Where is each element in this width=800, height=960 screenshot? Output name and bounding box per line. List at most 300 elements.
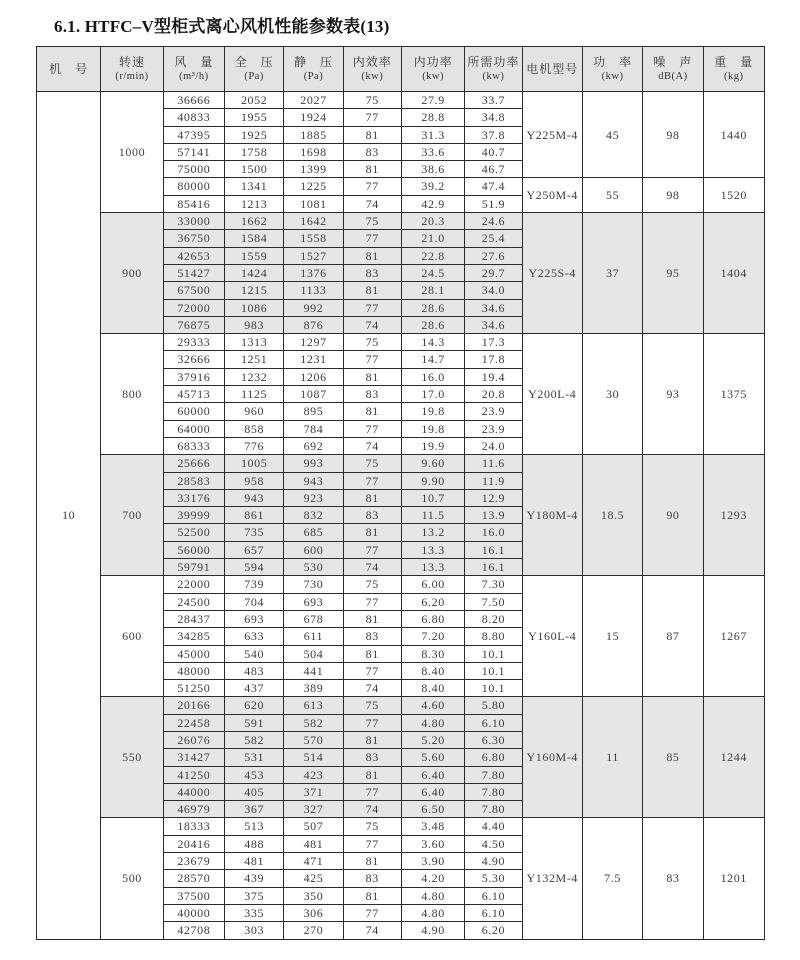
cell-required-power: 11.6 [465, 455, 522, 472]
cell-internal-efficiency: 81 [343, 403, 401, 420]
cell-static-pressure: 441 [284, 662, 343, 679]
cell-static-pressure: 923 [284, 489, 343, 506]
cell-air-volume: 23679 [163, 853, 224, 870]
cell-required-power: 4.40 [465, 818, 522, 835]
cell-static-pressure: 507 [284, 818, 343, 835]
cell-required-power: 51.9 [465, 195, 522, 212]
cell-required-power: 34.0 [465, 282, 522, 299]
cell-static-pressure: 730 [284, 576, 343, 593]
cell-internal-power: 14.7 [401, 351, 464, 368]
cell-total-pressure: 958 [225, 472, 284, 489]
cell-motor-model: Y225S-4 [522, 213, 582, 334]
cell-internal-power: 3.60 [401, 835, 464, 852]
cell-air-volume: 25666 [163, 455, 224, 472]
cell-required-power: 8.80 [465, 628, 522, 645]
cell-internal-power: 6.40 [401, 783, 464, 800]
cell-static-pressure: 678 [284, 610, 343, 627]
cell-air-volume: 59791 [163, 559, 224, 576]
table-row [37, 818, 765, 835]
cell-air-volume: 40000 [163, 904, 224, 921]
cell-internal-efficiency: 81 [343, 524, 401, 541]
cell-internal-power: 4.80 [401, 904, 464, 921]
cell-required-power: 5.30 [465, 870, 522, 887]
cell-air-volume: 34285 [163, 628, 224, 645]
cell-required-power: 34.8 [465, 109, 522, 126]
cell-total-pressure: 861 [225, 507, 284, 524]
table-row [37, 213, 765, 230]
cell-required-power: 7.80 [465, 766, 522, 783]
cell-internal-power: 28.6 [401, 299, 464, 316]
cell-total-pressure: 453 [225, 766, 284, 783]
cell-air-volume: 36666 [163, 92, 224, 109]
cell-machine-no: 10 [37, 92, 101, 940]
cell-static-pressure: 1885 [284, 126, 343, 143]
cell-total-pressure: 2052 [225, 92, 284, 109]
cell-required-power: 7.50 [465, 593, 522, 610]
cell-internal-efficiency: 77 [343, 299, 401, 316]
cell-air-volume: 20416 [163, 835, 224, 852]
cell-total-pressure: 437 [225, 680, 284, 697]
cell-total-pressure: 633 [225, 628, 284, 645]
cell-air-volume: 68333 [163, 437, 224, 454]
cell-static-pressure: 1558 [284, 230, 343, 247]
cell-air-volume: 18333 [163, 818, 224, 835]
cell-internal-power: 9.60 [401, 455, 464, 472]
cell-internal-efficiency: 83 [343, 870, 401, 887]
cell-noise: 83 [643, 818, 703, 939]
cell-air-volume: 36750 [163, 230, 224, 247]
col-header-internal-power [401, 47, 464, 92]
cell-air-volume: 47395 [163, 126, 224, 143]
cell-air-volume: 80000 [163, 178, 224, 195]
cell-internal-power: 13.3 [401, 541, 464, 558]
cell-static-pressure: 1376 [284, 264, 343, 281]
cell-total-pressure: 1500 [225, 161, 284, 178]
cell-internal-power: 28.6 [401, 316, 464, 333]
col-header-total-pressure [225, 47, 284, 92]
cell-required-power: 33.7 [465, 92, 522, 109]
cell-total-pressure: 335 [225, 904, 284, 921]
cell-total-pressure: 1215 [225, 282, 284, 299]
cell-air-volume: 20166 [163, 697, 224, 714]
cell-internal-efficiency: 77 [343, 541, 401, 558]
cell-motor-model: Y160M-4 [522, 697, 582, 818]
cell-internal-power: 8.40 [401, 662, 464, 679]
cell-internal-efficiency: 83 [343, 749, 401, 766]
cell-static-pressure: 1924 [284, 109, 343, 126]
cell-air-volume: 45000 [163, 645, 224, 662]
cell-internal-power: 22.8 [401, 247, 464, 264]
cell-static-pressure: 613 [284, 697, 343, 714]
cell-air-volume: 44000 [163, 783, 224, 800]
cell-required-power: 10.1 [465, 645, 522, 662]
cell-internal-efficiency: 75 [343, 92, 401, 109]
cell-total-pressure: 531 [225, 749, 284, 766]
cell-required-power: 7.80 [465, 801, 522, 818]
cell-static-pressure: 1225 [284, 178, 343, 195]
cell-internal-power: 21.0 [401, 230, 464, 247]
col-header-required-power [465, 47, 522, 92]
cell-air-volume: 33000 [163, 213, 224, 230]
col-header-unit: (kw) [601, 71, 624, 82]
cell-weight: 1440 [703, 92, 764, 178]
cell-required-power: 24.0 [465, 437, 522, 454]
cell-static-pressure: 832 [284, 507, 343, 524]
cell-static-pressure: 685 [284, 524, 343, 541]
col-header-label: 功 率 [593, 55, 633, 69]
header-row [37, 47, 765, 92]
cell-internal-power: 4.80 [401, 887, 464, 904]
cell-air-volume: 48000 [163, 662, 224, 679]
cell-static-pressure: 611 [284, 628, 343, 645]
cell-total-pressure: 1925 [225, 126, 284, 143]
col-header-unit: dB(A) [658, 71, 688, 82]
cell-internal-efficiency: 81 [343, 368, 401, 385]
cell-internal-efficiency: 75 [343, 213, 401, 230]
cell-internal-efficiency: 77 [343, 109, 401, 126]
cell-air-volume: 56000 [163, 541, 224, 558]
cell-static-pressure: 389 [284, 680, 343, 697]
cell-power: 30 [582, 334, 642, 455]
cell-air-volume: 67500 [163, 282, 224, 299]
cell-internal-power: 17.0 [401, 386, 464, 403]
cell-internal-power: 10.7 [401, 489, 464, 506]
cell-speed: 700 [101, 455, 163, 576]
cell-total-pressure: 620 [225, 697, 284, 714]
cell-internal-power: 27.9 [401, 92, 464, 109]
cell-internal-efficiency: 83 [343, 628, 401, 645]
cell-internal-efficiency: 77 [343, 230, 401, 247]
cell-internal-power: 20.3 [401, 213, 464, 230]
col-header-power [582, 47, 642, 92]
cell-power: 15 [582, 576, 642, 697]
cell-noise: 87 [643, 576, 703, 697]
cell-static-pressure: 1642 [284, 213, 343, 230]
cell-required-power: 13.9 [465, 507, 522, 524]
table-row [37, 697, 765, 714]
cell-required-power: 23.9 [465, 403, 522, 420]
cell-static-pressure: 692 [284, 437, 343, 454]
cell-internal-efficiency: 81 [343, 282, 401, 299]
cell-required-power: 19.4 [465, 368, 522, 385]
cell-total-pressure: 983 [225, 316, 284, 333]
cell-internal-power: 8.40 [401, 680, 464, 697]
col-header-label: 内效率 [352, 55, 392, 69]
cell-total-pressure: 375 [225, 887, 284, 904]
cell-internal-power: 6.50 [401, 801, 464, 818]
cell-internal-power: 19.9 [401, 437, 464, 454]
cell-internal-efficiency: 77 [343, 783, 401, 800]
cell-motor-model: Y132M-4 [522, 818, 582, 939]
cell-internal-efficiency: 77 [343, 351, 401, 368]
cell-internal-efficiency: 75 [343, 455, 401, 472]
col-header-static-pressure [284, 47, 343, 92]
cell-required-power: 6.30 [465, 731, 522, 748]
cell-static-pressure: 693 [284, 593, 343, 610]
cell-internal-efficiency: 83 [343, 386, 401, 403]
cell-static-pressure: 895 [284, 403, 343, 420]
cell-internal-power: 11.5 [401, 507, 464, 524]
cell-total-pressure: 582 [225, 731, 284, 748]
cell-static-pressure: 943 [284, 472, 343, 489]
cell-internal-power: 16.0 [401, 368, 464, 385]
cell-air-volume: 22458 [163, 714, 224, 731]
cell-required-power: 29.7 [465, 264, 522, 281]
cell-static-pressure: 876 [284, 316, 343, 333]
cell-total-pressure: 540 [225, 645, 284, 662]
cell-air-volume: 40833 [163, 109, 224, 126]
cell-noise: 93 [643, 334, 703, 455]
col-header-unit: (Pa) [303, 71, 324, 82]
cell-total-pressure: 303 [225, 922, 284, 939]
cell-total-pressure: 1559 [225, 247, 284, 264]
cell-internal-power: 4.20 [401, 870, 464, 887]
cell-static-pressure: 327 [284, 801, 343, 818]
cell-air-volume: 24500 [163, 593, 224, 610]
cell-required-power: 6.80 [465, 749, 522, 766]
cell-total-pressure: 1584 [225, 230, 284, 247]
cell-weight: 1267 [703, 576, 764, 697]
cell-total-pressure: 367 [225, 801, 284, 818]
cell-internal-efficiency: 77 [343, 420, 401, 437]
cell-required-power: 11.9 [465, 472, 522, 489]
cell-required-power: 12.9 [465, 489, 522, 506]
cell-static-pressure: 992 [284, 299, 343, 316]
cell-internal-power: 3.90 [401, 853, 464, 870]
cell-required-power: 25.4 [465, 230, 522, 247]
cell-total-pressure: 1758 [225, 143, 284, 160]
cell-required-power: 10.1 [465, 662, 522, 679]
cell-internal-efficiency: 83 [343, 507, 401, 524]
cell-static-pressure: 371 [284, 783, 343, 800]
cell-internal-efficiency: 77 [343, 835, 401, 852]
col-header-label: 电机型号 [526, 61, 579, 76]
cell-noise: 95 [643, 213, 703, 334]
cell-required-power: 7.30 [465, 576, 522, 593]
cell-required-power: 46.7 [465, 161, 522, 178]
cell-speed: 600 [101, 576, 163, 697]
col-header-label: 转速 [119, 55, 146, 69]
cell-air-volume: 42653 [163, 247, 224, 264]
cell-internal-power: 19.8 [401, 420, 464, 437]
cell-air-volume: 41250 [163, 766, 224, 783]
cell-total-pressure: 960 [225, 403, 284, 420]
cell-static-pressure: 1206 [284, 368, 343, 385]
cell-internal-efficiency: 81 [343, 645, 401, 662]
cell-static-pressure: 1081 [284, 195, 343, 212]
cell-internal-efficiency: 83 [343, 143, 401, 160]
col-header-internal-efficiency [343, 47, 401, 92]
col-header-unit: (kw) [361, 71, 384, 82]
col-header-unit: (r/min) [115, 71, 149, 82]
cell-static-pressure: 993 [284, 455, 343, 472]
cell-required-power: 34.6 [465, 316, 522, 333]
cell-weight: 1244 [703, 697, 764, 818]
cell-internal-power: 13.3 [401, 559, 464, 576]
cell-total-pressure: 735 [225, 524, 284, 541]
cell-static-pressure: 471 [284, 853, 343, 870]
cell-air-volume: 46979 [163, 801, 224, 818]
cell-internal-efficiency: 75 [343, 818, 401, 835]
col-header-label: 全 压 [234, 55, 274, 69]
cell-internal-power: 24.5 [401, 264, 464, 281]
cell-static-pressure: 504 [284, 645, 343, 662]
cell-required-power: 4.50 [465, 835, 522, 852]
cell-air-volume: 28583 [163, 472, 224, 489]
cell-internal-efficiency: 75 [343, 697, 401, 714]
cell-noise: 85 [643, 697, 703, 818]
cell-static-pressure: 582 [284, 714, 343, 731]
cell-internal-efficiency: 81 [343, 766, 401, 783]
col-header-unit: (Pa) [244, 71, 264, 82]
col-header-label: 风 量 [174, 55, 214, 69]
cell-total-pressure: 1341 [225, 178, 284, 195]
cell-required-power: 6.10 [465, 887, 522, 904]
table-row [37, 92, 765, 109]
cell-air-volume: 76875 [163, 316, 224, 333]
col-header-unit: (kw) [422, 71, 445, 82]
cell-motor-model: Y200L-4 [522, 334, 582, 455]
cell-required-power: 23.9 [465, 420, 522, 437]
cell-required-power: 7.80 [465, 783, 522, 800]
cell-motor-model: Y250M-4 [522, 178, 582, 213]
cell-internal-power: 31.3 [401, 126, 464, 143]
cell-internal-efficiency: 77 [343, 472, 401, 489]
cell-static-pressure: 306 [284, 904, 343, 921]
cell-static-pressure: 1698 [284, 143, 343, 160]
cell-internal-efficiency: 74 [343, 195, 401, 212]
cell-total-pressure: 943 [225, 489, 284, 506]
cell-internal-efficiency: 81 [343, 161, 401, 178]
table-row [37, 576, 765, 593]
cell-total-pressure: 1213 [225, 195, 284, 212]
cell-internal-efficiency: 75 [343, 576, 401, 593]
cell-static-pressure: 784 [284, 420, 343, 437]
cell-internal-power: 8.30 [401, 645, 464, 662]
cell-total-pressure: 858 [225, 420, 284, 437]
cell-total-pressure: 1955 [225, 109, 284, 126]
cell-noise: 90 [643, 455, 703, 576]
cell-internal-efficiency: 81 [343, 126, 401, 143]
col-header-label: 静 压 [293, 55, 333, 69]
cell-total-pressure: 693 [225, 610, 284, 627]
cell-speed: 550 [101, 697, 163, 818]
cell-motor-model: Y160L-4 [522, 576, 582, 697]
cell-internal-power: 9.90 [401, 472, 464, 489]
cell-internal-power: 38.6 [401, 161, 464, 178]
cell-internal-efficiency: 74 [343, 559, 401, 576]
cell-total-pressure: 1125 [225, 386, 284, 403]
cell-air-volume: 31427 [163, 749, 224, 766]
cell-total-pressure: 591 [225, 714, 284, 731]
table-header [37, 47, 765, 92]
cell-static-pressure: 1087 [284, 386, 343, 403]
col-header-label: 机 号 [49, 61, 89, 76]
cell-air-volume: 64000 [163, 420, 224, 437]
cell-static-pressure: 1231 [284, 351, 343, 368]
cell-internal-power: 4.60 [401, 697, 464, 714]
cell-air-volume: 75000 [163, 161, 224, 178]
cell-internal-efficiency: 83 [343, 264, 401, 281]
cell-total-pressure: 657 [225, 541, 284, 558]
cell-internal-efficiency: 77 [343, 662, 401, 679]
cell-total-pressure: 1232 [225, 368, 284, 385]
cell-power: 55 [582, 178, 642, 213]
col-header-speed [101, 47, 163, 92]
cell-required-power: 4.90 [465, 853, 522, 870]
cell-total-pressure: 1251 [225, 351, 284, 368]
cell-static-pressure: 481 [284, 835, 343, 852]
cell-air-volume: 28437 [163, 610, 224, 627]
cell-internal-power: 3.48 [401, 818, 464, 835]
col-header-machine-no [37, 47, 101, 92]
cell-speed: 800 [101, 334, 163, 455]
col-header-air-volume [163, 47, 224, 92]
col-header-label: 内功率 [413, 55, 453, 69]
cell-required-power: 37.8 [465, 126, 522, 143]
cell-air-volume: 45713 [163, 386, 224, 403]
cell-static-pressure: 514 [284, 749, 343, 766]
cell-static-pressure: 1133 [284, 282, 343, 299]
cell-total-pressure: 439 [225, 870, 284, 887]
cell-internal-efficiency: 75 [343, 334, 401, 351]
table-row [37, 455, 765, 472]
cell-air-volume: 32666 [163, 351, 224, 368]
cell-internal-power: 39.2 [401, 178, 464, 195]
col-header-unit: (m³/h) [179, 71, 209, 82]
cell-total-pressure: 1662 [225, 213, 284, 230]
cell-weight: 1201 [703, 818, 764, 939]
cell-power: 45 [582, 92, 642, 178]
cell-total-pressure: 739 [225, 576, 284, 593]
cell-required-power: 6.20 [465, 922, 522, 939]
cell-internal-power: 5.20 [401, 731, 464, 748]
cell-internal-efficiency: 74 [343, 801, 401, 818]
cell-internal-power: 13.2 [401, 524, 464, 541]
cell-required-power: 17.8 [465, 351, 522, 368]
cell-weight: 1293 [703, 455, 764, 576]
cell-static-pressure: 270 [284, 922, 343, 939]
cell-required-power: 40.7 [465, 143, 522, 160]
cell-air-volume: 37916 [163, 368, 224, 385]
cell-internal-efficiency: 74 [343, 316, 401, 333]
cell-static-pressure: 1399 [284, 161, 343, 178]
table-row [37, 334, 765, 351]
cell-internal-efficiency: 81 [343, 247, 401, 264]
cell-internal-efficiency: 74 [343, 922, 401, 939]
cell-required-power: 6.10 [465, 904, 522, 921]
cell-air-volume: 60000 [163, 403, 224, 420]
cell-speed: 1000 [101, 92, 163, 213]
cell-total-pressure: 405 [225, 783, 284, 800]
cell-speed: 500 [101, 818, 163, 939]
cell-total-pressure: 513 [225, 818, 284, 835]
col-header-label: 所需功率 [467, 55, 520, 69]
cell-static-pressure: 423 [284, 766, 343, 783]
cell-air-volume: 37500 [163, 887, 224, 904]
cell-internal-power: 4.90 [401, 922, 464, 939]
cell-air-volume: 28570 [163, 870, 224, 887]
cell-internal-efficiency: 81 [343, 853, 401, 870]
cell-required-power: 24.6 [465, 213, 522, 230]
cell-air-volume: 39999 [163, 507, 224, 524]
col-header-noise [643, 47, 703, 92]
cell-weight: 1404 [703, 213, 764, 334]
cell-static-pressure: 1297 [284, 334, 343, 351]
cell-internal-power: 5.60 [401, 749, 464, 766]
cell-internal-power: 6.80 [401, 610, 464, 627]
cell-motor-model: Y225M-4 [522, 92, 582, 178]
